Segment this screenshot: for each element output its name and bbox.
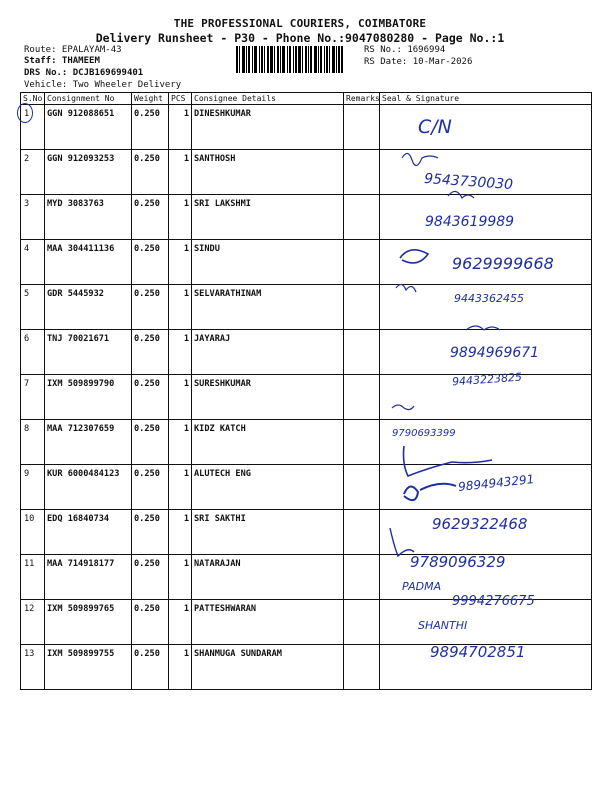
row-weight: 0.250 (132, 510, 169, 555)
row-sno: 1 (21, 105, 45, 150)
row-weight: 0.250 (132, 105, 169, 150)
vehicle-label: Vehicle: Two Wheeler Delivery (24, 80, 182, 90)
row-consignment-no: MAA 712307659 (45, 420, 132, 465)
row-consignment-no: KUR 6000484123 (45, 465, 132, 510)
row-weight: 0.250 (132, 600, 169, 645)
row-pcs: 1 (169, 285, 192, 330)
row-weight: 0.250 (132, 150, 169, 195)
col-remarks: Remarks (344, 93, 380, 105)
row-sno: 2 (21, 150, 45, 195)
row-sno: 7 (21, 375, 45, 420)
signature-row-5: 9443362455 (454, 292, 524, 305)
row-consignee: NATARAJAN (192, 555, 344, 600)
row-pcs: 1 (169, 420, 192, 465)
row-consignment-no: IXM 509899765 (45, 600, 132, 645)
row-weight: 0.250 (132, 240, 169, 285)
row-sno: 5 (21, 285, 45, 330)
row-consignee: PATTESHWARAN (192, 600, 344, 645)
signature-row-12-phone: 9994276675 (452, 594, 535, 609)
row-consignee: DINESHKUMAR (192, 105, 344, 150)
rs-date: RS Date: 10-Mar-2026 (364, 57, 473, 67)
row-pcs: 1 (169, 555, 192, 600)
row-weight: 0.250 (132, 645, 169, 690)
col-pcs: PCS (169, 93, 192, 105)
row-weight: 0.250 (132, 420, 169, 465)
row-pcs: 1 (169, 105, 192, 150)
col-sno: S.No (21, 93, 45, 105)
signature-row-10: 9629322468 (432, 515, 528, 533)
signature-row-7: 9443223825 (451, 370, 523, 389)
row-sno: 9 (21, 465, 45, 510)
row-pcs: 1 (169, 330, 192, 375)
col-consignment-no: Consignment No (45, 93, 132, 105)
row-consignee: SRI LAKSHMI (192, 195, 344, 240)
row-consignment-no: IXM 509899790 (45, 375, 132, 420)
col-seal-signature: Seal & Signature (380, 93, 592, 105)
staff-label: Staff: THAMEEM (24, 56, 100, 66)
signature-row-2: 9543730030 (423, 170, 514, 194)
row-sno: 6 (21, 330, 45, 375)
row-weight: 0.250 (132, 285, 169, 330)
signature-row-4: 9629999668 (452, 254, 554, 273)
drs-label: DRS No.: DCJB169699401 (24, 68, 144, 78)
row-consignee: SELVARATHINAM (192, 285, 344, 330)
row-pcs: 1 (169, 375, 192, 420)
signature-row-13-phone: 9894702851 (430, 643, 526, 661)
signature-row-12-name: PADMA (402, 580, 442, 593)
row-consignment-no: GDR 5445932 (45, 285, 132, 330)
row-weight: 0.250 (132, 330, 169, 375)
signature-row-6: 9894969671 (450, 345, 540, 361)
col-consignee-details: Consignee Details (192, 93, 344, 105)
row-consignment-no: MYD 3083763 (45, 195, 132, 240)
runsheet-subtitle: Delivery Runsheet - P30 - Phone No.:9047080280 - Page No.:1 (95, 31, 505, 45)
row-sno: 13 (21, 645, 45, 690)
rs-number: RS No.: 1696994 (364, 45, 446, 55)
row-consignment-no: MAA 304411136 (45, 240, 132, 285)
row-sno: 8 (21, 420, 45, 465)
row-consignee: JAYARAJ (192, 330, 344, 375)
row-consignment-no: EDQ 16840734 (45, 510, 132, 555)
row-consignment-no: IXM 509899755 (45, 645, 132, 690)
row-consignee: SANTHOSH (192, 150, 344, 195)
col-weight: Weight (132, 93, 169, 105)
row-pcs: 1 (169, 240, 192, 285)
row-consignee: SURESHKUMAR (192, 375, 344, 420)
row-pcs: 1 (169, 195, 192, 240)
row-consignee: SINDU (192, 240, 344, 285)
row-consignee: KIDZ KATCH (192, 420, 344, 465)
row-pcs: 1 (169, 150, 192, 195)
row-weight: 0.250 (132, 195, 169, 240)
row-weight: 0.250 (132, 375, 169, 420)
row-weight: 0.250 (132, 555, 169, 600)
company-title: THE PROFESSIONAL COURIERS, COIMBATORE (173, 17, 427, 30)
row-pcs: 1 (169, 510, 192, 555)
row-pcs: 1 (169, 465, 192, 510)
row-sno: 4 (21, 240, 45, 285)
row-sno: 3 (21, 195, 45, 240)
row-consignee: SRI SAKTHI (192, 510, 344, 555)
row-sno: 11 (21, 555, 45, 600)
signature-row-13-name: SHANTHI (418, 619, 468, 632)
row-consignee: ALUTECH ENG (192, 465, 344, 510)
row-sno: 10 (21, 510, 45, 555)
route-label: Route: EPALAYAM-43 (24, 45, 122, 55)
row-consignment-no: GGN 912088651 (45, 105, 132, 150)
row-weight: 0.250 (132, 465, 169, 510)
row-pcs: 1 (169, 600, 192, 645)
row-consignment-no: TNJ 70021671 (45, 330, 132, 375)
row-consignee: SHANMUGA SUNDARAM (192, 645, 344, 690)
signature-row-9: 9894943291 (457, 472, 535, 494)
signature-row-8: 9790693399 (392, 428, 456, 439)
signature-row-11: 9789096329 (410, 553, 506, 571)
signature-row-3: 9843619989 (425, 214, 515, 230)
row-consignment-no: MAA 714918177 (45, 555, 132, 600)
row-sno: 12 (21, 600, 45, 645)
row-pcs: 1 (169, 645, 192, 690)
row-consignment-no: GGN 912093253 (45, 150, 132, 195)
signature-row-1: C/N (418, 116, 452, 138)
